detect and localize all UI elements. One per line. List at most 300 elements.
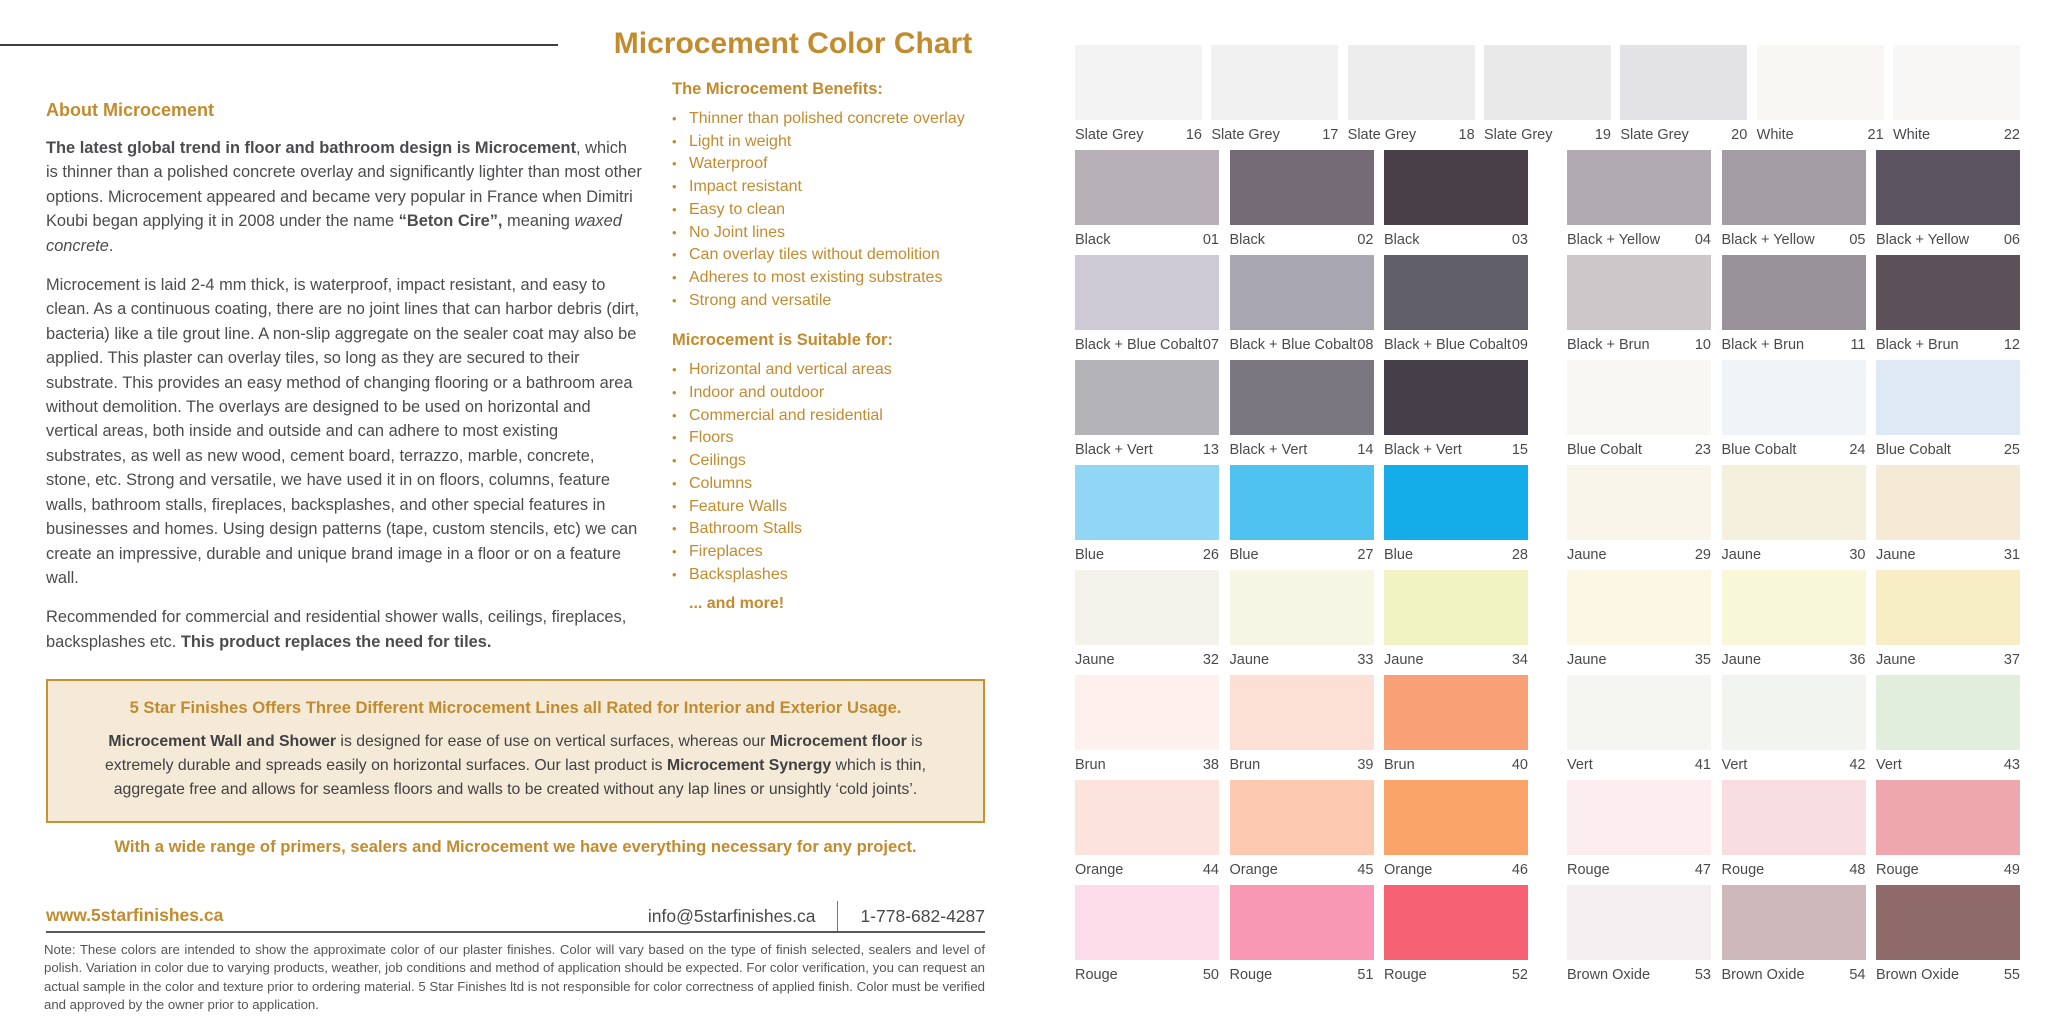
swatch-brun-38 xyxy=(1075,675,1219,780)
benefit-item: • Strong and versatile xyxy=(672,290,990,313)
bullet-icon: • xyxy=(672,111,677,126)
color-chip xyxy=(1722,675,1866,750)
color-chip xyxy=(1075,570,1219,645)
bullet-icon: • xyxy=(672,407,677,423)
swatch-group xyxy=(1567,255,2020,360)
about-paragraph-3: Recommended for commercial and residential shower walls, ceilings, fireplaces, backsplashes etc. This product replaces the need for tiles. xyxy=(46,608,627,651)
color-chip xyxy=(1876,675,2020,750)
suitable-item: • Ceilings xyxy=(672,450,990,473)
about-heading: About Microcement xyxy=(46,100,215,120)
swatch-group xyxy=(1075,465,1528,570)
swatch-name: Orange xyxy=(1384,862,1433,878)
swatch-number: 13 xyxy=(1202,442,1219,458)
swatch-jaune-32 xyxy=(1075,570,1219,675)
swatch-name: Black + Yellow xyxy=(1567,232,1661,248)
color-chip xyxy=(1722,360,1866,435)
swatch-rouge-47 xyxy=(1567,780,1711,885)
contact-row xyxy=(560,901,985,931)
bullet-icon: • xyxy=(672,269,677,285)
benefits-list xyxy=(672,108,990,312)
swatch-name: Vert xyxy=(1721,757,1748,773)
page-title: Microcement Color Chart xyxy=(613,27,973,60)
swatch-label xyxy=(1384,330,1528,353)
swatch-label xyxy=(1230,435,1374,458)
swatch-number: 01 xyxy=(1202,232,1219,248)
swatch-orange-46 xyxy=(1384,780,1528,885)
swatch-name: Jaune xyxy=(1229,652,1270,668)
swatch-black-vert-14 xyxy=(1230,360,1374,465)
suitable-item: • Indoor and outdoor xyxy=(672,382,990,405)
color-chip xyxy=(1876,360,2020,435)
benefit-item: • Adheres to most existing substrates xyxy=(672,267,990,290)
swatch-name: Vert xyxy=(1876,757,1902,773)
swatch-black-vert-15 xyxy=(1384,360,1528,465)
swatch-slate-grey-16 xyxy=(1075,45,1202,150)
swatch-rouge-51 xyxy=(1230,885,1374,990)
swatch-brown-oxide-55 xyxy=(1876,885,2020,990)
swatch-slate-grey-18 xyxy=(1348,45,1475,150)
swatch-name: Slate Grey xyxy=(1483,127,1553,143)
swatch-name: Blue xyxy=(1229,547,1259,563)
color-chip xyxy=(1876,885,2020,960)
swatch-number: 31 xyxy=(2003,547,2020,563)
swatch-label xyxy=(1567,225,1711,248)
swatch-number: 29 xyxy=(1694,547,1711,563)
bullet-icon: • xyxy=(672,475,677,491)
swatch-label xyxy=(1876,225,2020,248)
color-chip xyxy=(1876,570,2020,645)
email-link[interactable]: info@5starfinishes.ca xyxy=(647,905,816,926)
swatch-label xyxy=(1384,435,1528,458)
swatch-number: 09 xyxy=(1511,337,1528,353)
color-chip xyxy=(1384,150,1528,225)
color-chip xyxy=(1567,675,1711,750)
swatch-number: 45 xyxy=(1357,862,1374,878)
color-chip xyxy=(1567,150,1711,225)
swatch-label xyxy=(1620,120,1747,143)
swatch-jaune-30 xyxy=(1722,465,1866,570)
swatch-group xyxy=(1567,150,2020,255)
swatch-label xyxy=(1876,855,2020,878)
swatch-label xyxy=(1384,960,1528,983)
swatch-rouge-48 xyxy=(1722,780,1866,885)
swatch-black-02 xyxy=(1230,150,1374,255)
swatch-name: Blue xyxy=(1384,547,1414,563)
swatch-label xyxy=(1876,750,2020,773)
footer-rule xyxy=(46,931,985,933)
swatch-white-22 xyxy=(1893,45,2020,150)
color-chip xyxy=(1075,780,1219,855)
benefit-item: • Easy to clean xyxy=(672,199,990,222)
swatch-number: 44 xyxy=(1202,862,1219,878)
swatch-row xyxy=(1075,45,2020,150)
swatch-number: 27 xyxy=(1357,547,1374,563)
color-chip xyxy=(1876,780,2020,855)
bullet-icon: • xyxy=(672,521,677,537)
swatch-label xyxy=(1230,960,1374,983)
swatch-vert-43 xyxy=(1876,675,2020,780)
swatch-name: Blue Cobalt xyxy=(1567,442,1642,458)
swatch-label xyxy=(1075,540,1219,563)
swatch-blue-28 xyxy=(1384,465,1528,570)
swatch-label xyxy=(1722,645,1866,668)
color-chip xyxy=(1230,255,1374,330)
color-chip xyxy=(1230,465,1374,540)
swatch-label xyxy=(1384,855,1528,878)
suitable-item: • Feature Walls xyxy=(672,496,990,519)
swatch-number: 40 xyxy=(1511,757,1528,773)
benefit-item: • No Joint lines xyxy=(672,222,990,245)
swatch-number: 32 xyxy=(1202,652,1219,668)
and-more-text: ... and more! xyxy=(689,595,785,613)
swatch-label xyxy=(1230,855,1374,878)
swatch-number: 54 xyxy=(1849,967,1866,983)
bullet-icon: • xyxy=(672,179,677,195)
color-chip xyxy=(1722,570,1866,645)
swatch-blue-cobalt-24 xyxy=(1722,360,1866,465)
product-lines-body: Microcement Wall and Shower is designed for ease of use on vertical surfaces, whereas our Microcement floor is extremely durable and spreads easily on horizontal surfaces. Our last product is Microcement Synergy which is thin, aggregate free and allows for seamless floors and walls to be created without any lap lines or unsightly ‘cold joints’. xyxy=(105,733,926,798)
suitable-heading: Microcement is Suitable for: xyxy=(672,331,893,350)
color-chip xyxy=(1075,675,1219,750)
swatch-label xyxy=(1567,855,1711,878)
swatch-number: 52 xyxy=(1511,967,1528,983)
about-section xyxy=(46,100,642,654)
swatch-number: 11 xyxy=(1850,337,1866,353)
swatch-name: Rouge xyxy=(1876,862,1919,878)
color-chip xyxy=(1075,360,1219,435)
swatch-black-01 xyxy=(1075,150,1219,255)
color-chip xyxy=(1484,45,1611,120)
swatch-number: 39 xyxy=(1357,757,1374,773)
suitable-item: • Fireplaces xyxy=(672,541,990,564)
swatch-name: Black xyxy=(1229,232,1265,248)
swatch-jaune-29 xyxy=(1567,465,1711,570)
swatch-number: 16 xyxy=(1185,127,1202,143)
swatch-name: Rouge xyxy=(1384,967,1427,983)
swatch-brun-39 xyxy=(1230,675,1374,780)
color-chip xyxy=(1620,45,1747,120)
swatch-label xyxy=(1722,435,1866,458)
swatch-jaune-34 xyxy=(1384,570,1528,675)
swatch-label xyxy=(1567,330,1711,353)
swatch-name: Jaune xyxy=(1567,652,1607,668)
swatch-number: 06 xyxy=(2003,232,2020,248)
swatch-jaune-33 xyxy=(1230,570,1374,675)
swatch-number: 24 xyxy=(1849,442,1866,458)
color-chip xyxy=(1567,885,1711,960)
swatch-name: Slate Grey xyxy=(1347,127,1417,143)
color-chip xyxy=(1230,675,1374,750)
swatch-label xyxy=(1722,750,1866,773)
color-chip xyxy=(1876,255,2020,330)
swatch-white-21 xyxy=(1757,45,1884,150)
benefit-item: • Light in weight xyxy=(672,131,990,154)
color-chip xyxy=(1348,45,1475,120)
swatch-group xyxy=(1075,780,1528,885)
swatch-row xyxy=(1075,780,2020,885)
suitable-item: • Columns xyxy=(672,473,990,496)
swatch-slate-grey-17 xyxy=(1211,45,1338,150)
swatch-name: Brun xyxy=(1229,757,1261,773)
swatch-name: Orange xyxy=(1229,862,1278,878)
swatch-label xyxy=(1876,435,2020,458)
swatch-name: Jaune xyxy=(1721,652,1762,668)
swatch-name: Jaune xyxy=(1876,652,1916,668)
swatch-group xyxy=(1075,150,1528,255)
swatch-orange-45 xyxy=(1230,780,1374,885)
bullet-icon: • xyxy=(672,247,677,263)
swatch-number: 04 xyxy=(1694,232,1711,248)
swatch-name: Blue xyxy=(1075,547,1105,563)
swatch-name: Black + Vert xyxy=(1384,442,1462,458)
color-chip xyxy=(1567,570,1711,645)
swatch-label xyxy=(1075,645,1219,668)
swatch-number: 22 xyxy=(2003,127,2020,143)
swatch-label xyxy=(1567,540,1711,563)
swatch-black-blue-cobalt-07 xyxy=(1075,255,1219,360)
color-chip xyxy=(1230,150,1374,225)
swatch-label xyxy=(1876,330,2020,353)
swatch-blue-cobalt-23 xyxy=(1567,360,1711,465)
swatch-label xyxy=(1567,750,1711,773)
swatch-group xyxy=(1567,675,2020,780)
swatch-name: White xyxy=(1756,127,1794,143)
color-chip xyxy=(1075,885,1219,960)
swatch-number: 43 xyxy=(2003,757,2020,773)
swatch-name: Jaune xyxy=(1384,652,1424,668)
bullet-icon: • xyxy=(672,362,677,378)
swatch-label xyxy=(1384,540,1528,563)
tagline-text: With a wide range of primers, sealers and Microcement we have everything necessary for any project. xyxy=(114,837,917,856)
swatch-number: 51 xyxy=(1357,967,1374,983)
swatch-name: Brown Oxide xyxy=(1567,967,1651,983)
swatch-label xyxy=(1075,330,1219,353)
swatch-name: Black + Yellow xyxy=(1876,232,1970,248)
swatch-number: 55 xyxy=(2003,967,2020,983)
swatch-row xyxy=(1075,675,2020,780)
swatch-blue-27 xyxy=(1230,465,1374,570)
color-chip xyxy=(1722,780,1866,855)
swatch-label xyxy=(1722,960,1866,983)
disclaimer-note: Note: These colors are intended to show the approximate color of our plaster finishes. Color will vary based on the type of finish selected, sealers and level of polish. Variation in color due to varying products, weather, job conditions and method of application should be expected. For color verification, you can request an actual sample in the color and texture prior to ordering material. 5 Star Finishes ltd is not responsible for color correctness of applied finish. Color must be verified and approved by the owner prior to application. xyxy=(44,942,985,1012)
swatch-black-yellow-05 xyxy=(1722,150,1866,255)
swatch-name: Jaune xyxy=(1075,652,1115,668)
swatch-number: 35 xyxy=(1694,652,1711,668)
swatch-group xyxy=(1075,255,1528,360)
swatch-label xyxy=(1075,435,1219,458)
swatch-label xyxy=(1075,120,1202,143)
swatch-label xyxy=(1075,960,1219,983)
swatch-label xyxy=(1722,855,1866,878)
swatch-rouge-50 xyxy=(1075,885,1219,990)
swatch-label xyxy=(1230,540,1374,563)
benefit-item: • Can overlay tiles without demolition xyxy=(672,244,990,267)
swatch-label xyxy=(1384,645,1528,668)
swatch-number: 10 xyxy=(1694,337,1711,353)
swatch-number: 23 xyxy=(1694,442,1711,458)
swatch-row xyxy=(1075,360,2020,465)
swatch-name: Brown Oxide xyxy=(1721,967,1805,983)
about-paragraph-1: The latest global trend in floor and bathroom design is Microcement, which is thinner than a polished concrete overlay and significantly lighter than most other options. Microcement appeared and became very popular in France when Dimitri Koubi began applying it in 2008 under the name “Beton Cire”, meaning waxed concrete. xyxy=(46,139,642,255)
swatch-number: 15 xyxy=(1511,442,1528,458)
swatch-vert-41 xyxy=(1567,675,1711,780)
bullet-icon: • xyxy=(672,498,677,514)
swatch-label xyxy=(1230,225,1374,248)
swatch-number: 48 xyxy=(1849,862,1866,878)
swatch-label xyxy=(1075,750,1219,773)
suitable-item: • Horizontal and vertical areas xyxy=(672,359,990,382)
swatch-row xyxy=(1075,885,2020,990)
suitable-item: • Commercial and residential xyxy=(672,405,990,428)
website-link[interactable]: www.5starfinishes.ca xyxy=(46,905,224,925)
lists-column xyxy=(672,80,990,613)
bullet-icon: • xyxy=(672,385,677,401)
swatch-black-03 xyxy=(1384,150,1528,255)
color-chip xyxy=(1211,45,1338,120)
swatch-label xyxy=(1230,750,1374,773)
swatch-group xyxy=(1075,45,2020,150)
swatch-label xyxy=(1075,225,1219,248)
swatch-number: 53 xyxy=(1694,967,1711,983)
swatch-brun-40 xyxy=(1384,675,1528,780)
swatch-name: Slate Grey xyxy=(1211,127,1280,143)
color-chip xyxy=(1876,150,2020,225)
color-chip xyxy=(1893,45,2020,120)
swatch-brown-oxide-54 xyxy=(1722,885,1866,990)
bullet-icon: • xyxy=(672,292,677,308)
bullet-icon: • xyxy=(672,566,677,582)
swatch-label xyxy=(1567,645,1711,668)
color-chip xyxy=(1075,465,1219,540)
swatch-name: Black + Blue Cobalt xyxy=(1229,337,1357,353)
swatch-name: Black xyxy=(1384,232,1420,248)
color-swatch-grid xyxy=(1075,45,2020,990)
swatch-label xyxy=(1567,435,1711,458)
swatch-group xyxy=(1567,465,2020,570)
color-chip xyxy=(1384,885,1528,960)
product-lines-box xyxy=(46,679,985,823)
bullet-icon: • xyxy=(672,156,677,172)
swatch-name: Black + Blue Cobalt xyxy=(1075,337,1202,353)
swatch-row xyxy=(1075,570,2020,675)
swatch-group xyxy=(1075,675,1528,780)
swatch-brown-oxide-53 xyxy=(1567,885,1711,990)
swatch-label xyxy=(1876,960,2020,983)
color-chip xyxy=(1075,150,1219,225)
swatch-black-blue-cobalt-08 xyxy=(1230,255,1374,360)
swatch-name: Orange xyxy=(1075,862,1124,878)
benefit-item: • Impact resistant xyxy=(672,176,990,199)
color-chip xyxy=(1567,780,1711,855)
bullet-icon: • xyxy=(672,543,677,559)
swatch-label xyxy=(1567,960,1711,983)
color-chip xyxy=(1722,465,1866,540)
swatch-black-vert-13 xyxy=(1075,360,1219,465)
phone-link[interactable]: 1-778-682-4287 xyxy=(860,905,985,926)
swatch-name: Rouge xyxy=(1229,967,1273,983)
swatch-number: 30 xyxy=(1849,547,1866,563)
swatch-number: 46 xyxy=(1511,862,1528,878)
color-chip xyxy=(1075,45,1202,120)
swatch-number: 50 xyxy=(1202,967,1219,983)
suitable-list xyxy=(672,359,990,586)
swatch-name: Jaune xyxy=(1876,547,1916,563)
swatch-number: 49 xyxy=(2003,862,2020,878)
color-chip xyxy=(1567,255,1711,330)
swatch-name: Black + Brun xyxy=(1876,337,1959,353)
color-chip xyxy=(1384,255,1528,330)
color-chip xyxy=(1230,360,1374,435)
swatch-number: 19 xyxy=(1594,127,1611,143)
swatch-number: 36 xyxy=(1849,652,1866,668)
swatch-number: 03 xyxy=(1511,232,1528,248)
swatch-label xyxy=(1893,120,2020,143)
swatch-name: Black + Vert xyxy=(1075,442,1153,458)
swatch-number: 17 xyxy=(1322,127,1339,143)
swatch-label xyxy=(1757,120,1884,143)
swatch-label xyxy=(1722,330,1866,353)
swatch-name: Jaune xyxy=(1567,547,1607,563)
swatch-number: 38 xyxy=(1202,757,1219,773)
swatch-number: 42 xyxy=(1849,757,1866,773)
swatch-black-blue-cobalt-09 xyxy=(1384,255,1528,360)
swatch-number: 47 xyxy=(1694,862,1711,878)
swatch-label xyxy=(1230,645,1374,668)
swatch-name: Slate Grey xyxy=(1620,127,1689,143)
swatch-group xyxy=(1567,780,2020,885)
swatch-label xyxy=(1722,225,1866,248)
swatch-name: Slate Grey xyxy=(1075,127,1144,143)
color-chip xyxy=(1384,465,1528,540)
swatch-label xyxy=(1348,120,1475,143)
color-chip xyxy=(1384,360,1528,435)
swatch-label xyxy=(1384,225,1528,248)
color-chip xyxy=(1230,885,1374,960)
swatch-name: Brun xyxy=(1075,757,1106,773)
swatch-name: Brun xyxy=(1384,757,1415,773)
suitable-item: • Backsplashes xyxy=(672,564,990,587)
swatch-number: 33 xyxy=(1357,652,1374,668)
swatch-number: 34 xyxy=(1511,652,1528,668)
swatch-name: Rouge xyxy=(1075,967,1118,983)
swatch-name: Black + Blue Cobalt xyxy=(1384,337,1511,353)
swatch-name: Blue Cobalt xyxy=(1876,442,1951,458)
color-chip xyxy=(1384,570,1528,645)
swatch-rouge-52 xyxy=(1384,885,1528,990)
swatch-jaune-36 xyxy=(1722,570,1866,675)
swatch-label xyxy=(1722,540,1866,563)
about-paragraph-2: Microcement is laid 2-4 mm thick, is waterproof, impact resistant, and easy to clean. As a continuous coating, there are no joint lines that can harbor debris (dirt, bacteria) like a tile grout line. A non-slip aggregate on the sealer coat may also be applied. This plaster can overlay tiles, so long as they are secured to their substrate. This provides an easy method of changing flooring or a bathroom area without demolition. The overlays are designed to be used on horizontal and vertical areas, both inside and outside and can adhere to most existing substrates, as well as new wood, cement board, terrazzo, marble, concrete, stone, etc. Strong and versatile, we have used it in on floors, columns, feature walls, bathroom stalls, fireplaces, backsplashes, and other special features in businesses and homes. Using design patterns (tape, custom stencils, etc) we can create an impressive, durable and unique brand image in a floor or on a feature wall. xyxy=(46,276,640,587)
swatch-black-yellow-06 xyxy=(1876,150,2020,255)
benefits-heading: The Microcement Benefits: xyxy=(672,80,883,98)
swatch-blue-cobalt-25 xyxy=(1876,360,2020,465)
swatch-group xyxy=(1567,360,2020,465)
swatch-name: Black + Yellow xyxy=(1721,232,1815,248)
swatch-group xyxy=(1567,885,2020,990)
swatch-number: 25 xyxy=(2003,442,2020,458)
product-lines-heading: 5 Star Finishes Offers Three Different Microcement Lines all Rated for Interior and Exterior Usage. xyxy=(129,698,902,717)
color-chip xyxy=(1230,780,1374,855)
swatch-rouge-49 xyxy=(1876,780,2020,885)
color-chip xyxy=(1384,780,1528,855)
swatch-black-brun-10 xyxy=(1567,255,1711,360)
swatch-name: Rouge xyxy=(1567,862,1610,878)
swatch-number: 26 xyxy=(1202,547,1219,563)
swatch-row xyxy=(1075,150,2020,255)
swatch-label xyxy=(1211,120,1338,143)
color-chip xyxy=(1722,255,1866,330)
bullet-icon: • xyxy=(672,224,677,240)
